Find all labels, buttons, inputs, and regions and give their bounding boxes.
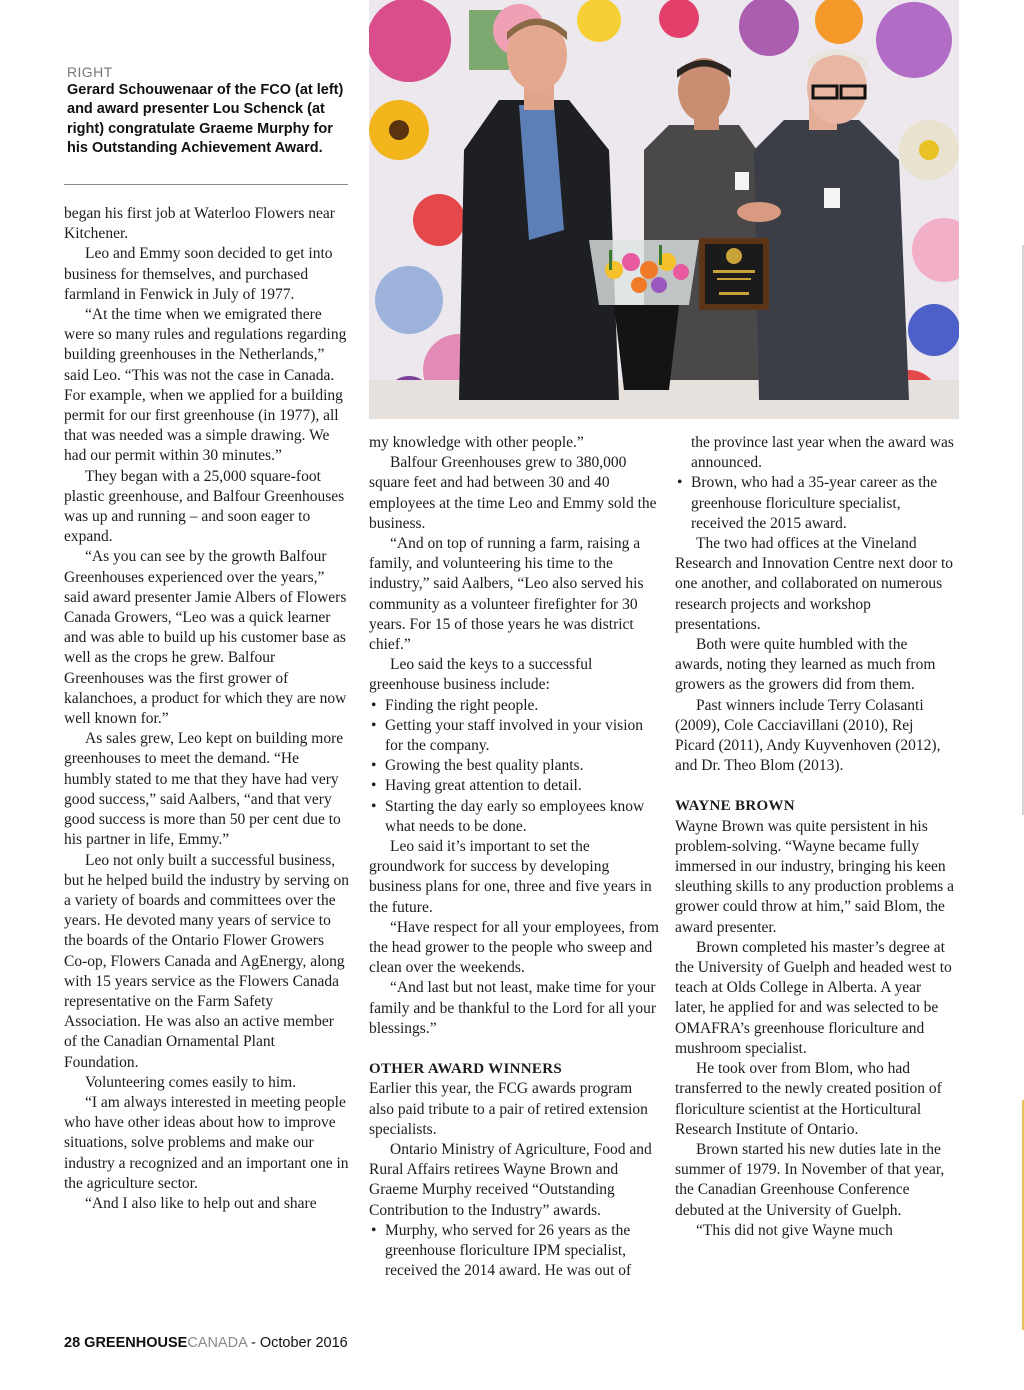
paragraph: Brown completed his master’s degree at the University of Guelph and headed west to teach at Olds College in Alberta. A year later, he applied for and was selected to be OMAFRA’s greenhouse floriculture and mushroom specialist. (675, 938, 952, 1057)
paragraph: “As you can see by the growth Balfour Greenhouses experienced over the years,” said award presenter Jamie Albers of Flowers Canada Growers, “Leo was a quick learner and was able to build up his customer base as well as the crops he grew. Balfour Greenhouses was the first grower of kalanchoes, a product for which they are now well known for.” (64, 548, 347, 728)
list-item: • Starting the day early so employees know what needs to be done. (369, 797, 659, 837)
list-item: • Finding the right people. (369, 696, 659, 716)
article-column-1 (64, 204, 350, 1214)
issue-date: October 2016 (259, 1335, 348, 1351)
article-column-3 (675, 433, 955, 1241)
magazine-name-light: CANADA (187, 1335, 247, 1351)
paragraph: The two had offices at the Vineland Research and Innovation Centre next door to one another, and collaborated on numerous research projects and workshop presentations. (675, 535, 954, 633)
paragraph: Balfour Greenhouses grew to 380,000 square feet and had between 30 and 40 employees at the time Leo and Emmy sold the business. (369, 454, 657, 532)
page-number: 28 (64, 1335, 81, 1351)
paragraph: “Have respect for all your employees, from the head grower to the people who sweep and clean over the weekends. (369, 918, 659, 977)
paragraph: Leo said the keys to a successful greenhouse business include: (369, 656, 593, 694)
page-footer (64, 1335, 348, 1351)
paragraph: Both were quite humbled with the awards, noting they learned as much from growers as the growers did from them. (675, 636, 936, 694)
paragraph: “And on top of running a farm, raising a family, and volunteering his time to the industry,” said Aalbers, “Leo also served his community as a volunteer firefighter for 30 years. For 15 of those years he was district chief.” (369, 535, 644, 654)
paragraph: “This did not give Wayne much (696, 1221, 893, 1239)
list-item: • Brown, who had a 35-year career as the greenhouse floriculture specialist, received the 2015 award. (675, 473, 955, 534)
spacer (369, 1039, 659, 1059)
list-item: • Growing the best quality plants. (369, 756, 659, 776)
paragraph: “And I also like to help out and share (85, 1194, 317, 1212)
list-item: • Murphy, who served for 26 years as the greenhouse floriculture IPM specialist, received the 2014 award. He was out of (369, 1221, 659, 1282)
paragraph: Leo not only built a successful business, but he helped build the industry by serving on a variety of boards and committees over the years. He devoted many years of service to the boards of the Ontario Flower Growers Co-op, Flowers Canada and AgEnergy, along with 15 years service as the Flowers Canada representative on the Farm Safety Association. He was also an active member of the Canadian Ornamental Plant Foundation. (64, 851, 349, 1071)
paragraph: “At the time when we emigrated there were so many rules and regulations regarding building greenhouses in the Netherlands,” said Leo. “This was not the case in Canada. For example, when we applied for a building permit for our first greenhouse (in 1977), all that was needed was a simple drawing. We had our permit within 30 minutes.” (64, 306, 347, 465)
caption-divider (64, 184, 348, 185)
caption-label: RIGHT (67, 64, 113, 80)
caption-text: Gerard Schouwenaar of the FCO (at left) and award presenter Lou Schenck (at right) congratulate Graeme Murphy for his Outstanding Achievement Award. (67, 82, 344, 156)
paragraph: “And last but not least, make time for your family and be thankful to the Lord for all your blessings.” (369, 979, 657, 1037)
winners-list (369, 1221, 659, 1282)
paragraph: my knowledge with other people.” (369, 434, 584, 451)
magazine-name: GREENHOUSE (84, 1335, 188, 1351)
paragraph: They began with a 25,000 square-foot plastic greenhouse, and Balfour Greenhouses was up and running – and soon eager to expand. (64, 467, 345, 546)
section-heading-wayne-brown: WAYNE BROWN (675, 798, 795, 815)
footer-separator: - (246, 1335, 260, 1351)
spacer (675, 776, 955, 796)
paragraph: As sales grew, Leo kept on building more greenhouses to meet the demand. “He humbly stated to me that they have had very good success,” said Aalbers, “and that very good success is more than 50 per cent due to his partner in life, Emmy.” (64, 730, 344, 849)
paragraph: Leo said it’s important to set the groundwork for success by developing business plans for one, three and five years in the future. (369, 838, 652, 916)
paragraph: Earlier this year, the FCG awards program also paid tribute to a pair of retired extension specialists. (369, 1080, 648, 1138)
photo-caption (67, 63, 349, 158)
list-item: • Having great attention to detail. (369, 776, 659, 796)
paragraph: the province last year when the award was announced. (691, 434, 954, 472)
award-plaque (699, 238, 769, 310)
award-photo (369, 0, 959, 419)
section-heading-other-award-winners: OTHER AWARD WINNERS (369, 1061, 562, 1078)
paragraph: Volunteering comes easily to him. (85, 1073, 297, 1091)
paragraph: He took over from Blom, who had transferred to the newly created position of floriculture scientist at the Horticultural Research Institute of Ontario. (675, 1060, 942, 1138)
success-keys-list (369, 696, 659, 837)
paragraph: Leo and Emmy soon decided to get into business for themselves, and purchased farmland in Fenwick in July of 1977. (64, 245, 333, 303)
winners-list-continued (675, 473, 955, 534)
paragraph: Ontario Ministry of Agriculture, Food and Rural Affairs retirees Wayne Brown and Graeme Murphy received “Outstanding Contribution to the Industry” awards. (369, 1140, 652, 1219)
paragraph: “I am always interested in meeting people who have other ideas about how to improve situations, solve problems and make our industry a recognized and an important one in the agriculture sector. (64, 1093, 349, 1192)
article-column-2 (369, 433, 659, 1281)
paragraph: began his first job at Waterloo Flowers near Kitchener. (64, 205, 335, 243)
paragraph: Past winners include Terry Colasanti (2009), Cole Cacciavillani (2010), Rej Picard (2011), Andy Kuyvenhoven (2012), and Dr. Theo Blom (2013). (675, 696, 941, 775)
list-item: • Getting your staff involved in your vision for the company. (369, 716, 659, 756)
paragraph: Wayne Brown was quite persistent in his problem-solving. “Wayne became fully immersed in our industry, bringing his keen sleuthing skills to any production problems a grower could throw at him,” said Blom, the award presenter. (675, 817, 954, 936)
paragraph: Brown started his new duties late in the summer of 1979. In November of that year, the Canadian Greenhouse Conference debuted at the University of Guelph. (675, 1140, 945, 1219)
